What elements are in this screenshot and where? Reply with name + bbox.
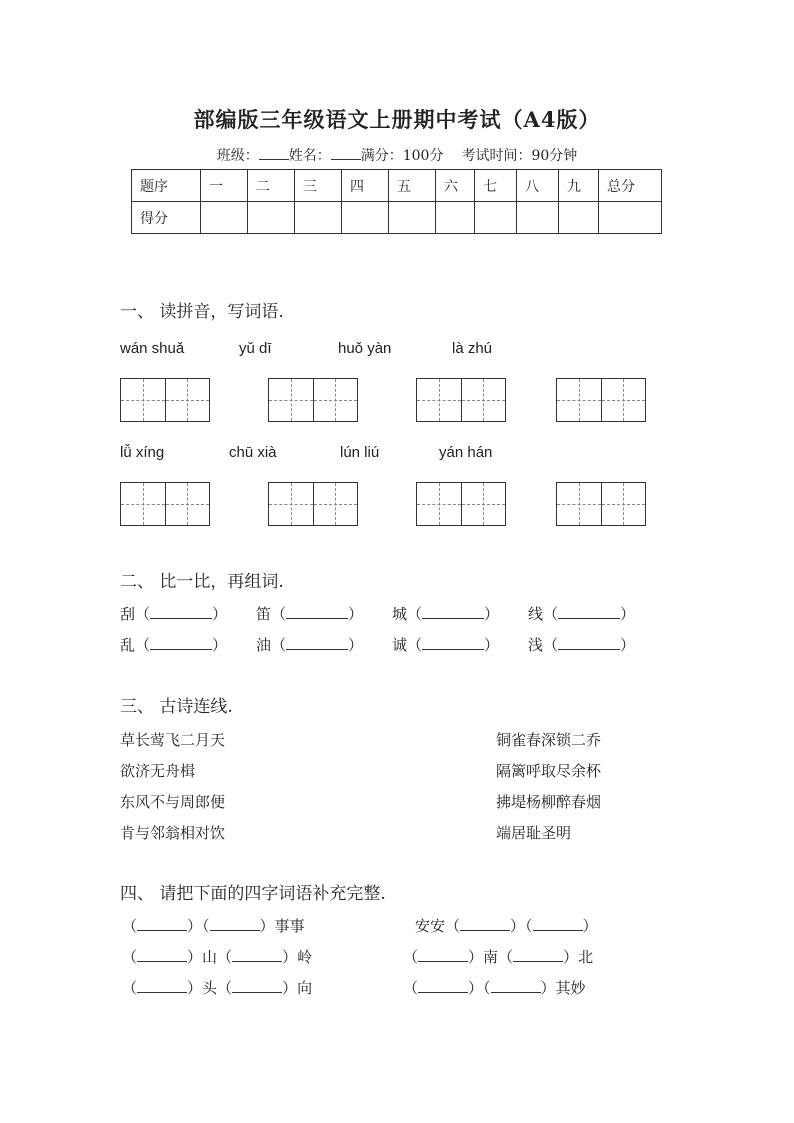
writing-grid[interactable] — [120, 378, 210, 422]
table-cell: 九 — [559, 170, 599, 202]
writing-grid[interactable] — [556, 482, 646, 526]
answer-blank[interactable] — [286, 636, 348, 650]
poem-line-left[interactable]: 欲济无舟楫 — [120, 762, 196, 780]
compare-item: 线（ ） — [528, 605, 636, 623]
compare-item: 刮（ ） — [120, 605, 228, 623]
answer-blank[interactable] — [150, 605, 212, 619]
table-cell: 一 — [201, 170, 248, 202]
score-input-cell[interactable] — [599, 202, 662, 234]
answer-blank[interactable] — [533, 917, 583, 931]
idiom-item: （ ）南（ ）北 — [403, 948, 594, 966]
name-blank[interactable] — [331, 146, 361, 160]
compare-item: 诚（ ） — [392, 636, 500, 654]
table-row — [132, 202, 662, 234]
table-cell: 得分 — [132, 202, 201, 234]
answer-blank[interactable] — [558, 636, 620, 650]
table-cell: 二 — [248, 170, 295, 202]
score-table — [131, 169, 662, 234]
poem-line-left[interactable]: 肯与邻翁相对饮 — [120, 824, 226, 842]
answer-blank[interactable] — [137, 948, 187, 962]
section2-heading: 二、 比一比，再组词. — [120, 572, 284, 592]
table-cell: 六 — [436, 170, 475, 202]
score-input-cell[interactable] — [436, 202, 475, 234]
pinyin-8: yán hán — [439, 444, 493, 461]
answer-blank[interactable] — [460, 917, 510, 931]
answer-blank[interactable] — [558, 605, 620, 619]
answer-blank[interactable] — [137, 917, 187, 931]
pinyin-2: yǔ dī — [239, 340, 272, 357]
compare-item: 城（ ） — [392, 605, 500, 623]
score-input-cell[interactable] — [248, 202, 295, 234]
section1-heading: 一、 读拼音，写词语. — [120, 302, 284, 322]
answer-blank[interactable] — [232, 979, 282, 993]
idiom-item: （ ）（ ）事事 — [122, 917, 305, 935]
compare-item: 油（ ） — [256, 636, 364, 654]
answer-blank[interactable] — [422, 636, 484, 650]
writing-grid[interactable] — [416, 482, 506, 526]
table-cell: 题序 — [132, 170, 201, 202]
writing-grid[interactable] — [268, 378, 358, 422]
table-cell: 五 — [389, 170, 436, 202]
score-input-cell[interactable] — [475, 202, 517, 234]
idiom-item: （ ）头（ ）向 — [122, 979, 313, 997]
writing-grid[interactable] — [120, 482, 210, 526]
answer-blank[interactable] — [286, 605, 348, 619]
pinyin-7: lún liú — [340, 444, 380, 461]
table-cell: 四 — [342, 170, 389, 202]
answer-blank[interactable] — [137, 979, 187, 993]
idiom-item: （ ）山（ ）岭 — [122, 948, 313, 966]
writing-grid[interactable] — [268, 482, 358, 526]
answer-blank[interactable] — [232, 948, 282, 962]
full-score: 满分：100分 — [360, 148, 444, 164]
section4-heading: 四、 请把下面的四字词语补充完整. — [120, 884, 386, 904]
score-input-cell[interactable] — [389, 202, 436, 234]
exam-time: 考试时间：90分钟 — [461, 148, 578, 164]
poem-line-right[interactable]: 拂堤杨柳醉春烟 — [496, 793, 602, 811]
compare-item: 浅（ ） — [528, 636, 636, 654]
answer-blank[interactable] — [513, 948, 563, 962]
pinyin-1: wán shuǎ — [120, 340, 185, 357]
class-blank[interactable] — [259, 146, 289, 160]
pinyin-6: chū xià — [229, 444, 277, 461]
poem-line-left[interactable]: 草长莺飞二月天 — [120, 731, 226, 749]
class-label: 班级： — [216, 148, 259, 164]
score-input-cell[interactable] — [295, 202, 342, 234]
compare-item: 乱（ ） — [120, 636, 228, 654]
poem-line-right[interactable]: 铜雀春深锁二乔 — [496, 731, 602, 749]
answer-blank[interactable] — [418, 979, 468, 993]
answer-blank[interactable] — [210, 917, 260, 931]
table-cell: 三 — [295, 170, 342, 202]
table-row — [132, 170, 662, 202]
table-cell: 总分 — [599, 170, 662, 202]
poem-line-right[interactable]: 端居耻圣明 — [496, 824, 572, 842]
pinyin-5: lǚ xíng — [120, 444, 165, 461]
page-title: 部编版三年级语文上册期中考试（A4版） — [193, 107, 601, 132]
table-cell: 七 — [475, 170, 517, 202]
answer-blank[interactable] — [150, 636, 212, 650]
answer-blank[interactable] — [422, 605, 484, 619]
score-input-cell[interactable] — [201, 202, 248, 234]
pinyin-4: là zhú — [452, 340, 493, 357]
idiom-item: （ ）（ ）其妙 — [403, 979, 586, 997]
section3-heading: 三、 古诗连线. — [120, 697, 233, 717]
writing-grid[interactable] — [416, 378, 506, 422]
idiom-item: 安安（ ）（ ） — [415, 917, 598, 935]
answer-blank[interactable] — [491, 979, 541, 993]
name-label: 姓名： — [288, 148, 331, 164]
compare-item: 笛（ ） — [256, 605, 364, 623]
table-cell: 八 — [517, 170, 559, 202]
score-input-cell[interactable] — [559, 202, 599, 234]
answer-blank[interactable] — [418, 948, 468, 962]
exam-info — [0, 145, 794, 165]
score-input-cell[interactable] — [342, 202, 389, 234]
writing-grid[interactable] — [556, 378, 646, 422]
score-input-cell[interactable] — [517, 202, 559, 234]
pinyin-3: huǒ yàn — [338, 340, 392, 357]
poem-line-right[interactable]: 隔篱呼取尽余杯 — [496, 762, 602, 780]
poem-line-left[interactable]: 东风不与周郎便 — [120, 793, 226, 811]
